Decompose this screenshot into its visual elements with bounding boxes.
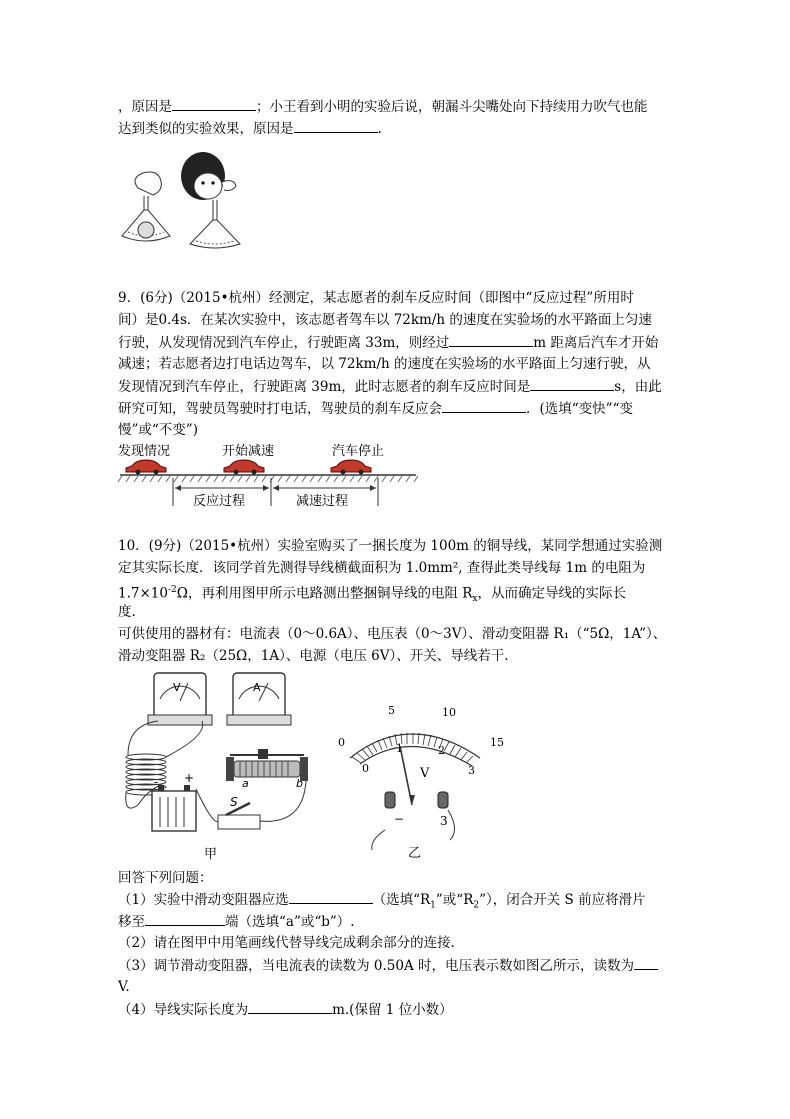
- q9-line-5: 发现情况到汽车停止，行驶距离 39m，此时志愿者的刹车反应时间是 s，由此: [118, 376, 662, 397]
- answer-blank[interactable]: [530, 376, 614, 391]
- q10-answer-1: （1）实验中滑动变阻器应选 （选填“$R_1$”或“$R_2$”），闭合开关 S 前应将滑片: [118, 889, 646, 916]
- answer-blank[interactable]: [248, 999, 332, 1014]
- answer-blank[interactable]: [449, 332, 533, 347]
- label-find: 发现情况: [118, 444, 171, 459]
- scale-outer-5: 5: [388, 704, 395, 717]
- q10-line-5: 可供使用的器材有：电流表（0～0.6A）、电压表（0～3V）、滑动变阻器 R₁（“5Ω，1A”）、: [118, 626, 667, 642]
- funnel-figure: [118, 148, 248, 253]
- dial-figure-yi: [330, 700, 504, 861]
- q8-line-1: ，原因是 ；小王看到小明的实验后说，朝漏斗尖嘴处向下持续用力吹气也能: [118, 96, 648, 117]
- q9-line-2: 间）是0.4s．在某次实验中，该志愿者驾车以 72km/h 的速度在实验场的水平路面上匀速: [118, 312, 652, 328]
- scale-inner-2: 2: [438, 744, 445, 757]
- q10-line-1: 10．(9分)（2015•杭州）实验室购买了一捆长度为 100m 的铜导线，某同学想通过实验测: [118, 538, 663, 554]
- scale-outer-10: 10: [442, 706, 456, 719]
- answer-blank[interactable]: [289, 889, 373, 904]
- q10-answer-2: （2）请在图甲中用笔画线代替导线完成剩余部分的连接.: [118, 935, 455, 951]
- q10-answer-3b: V.: [118, 979, 130, 995]
- ammeter-label: A: [253, 681, 261, 694]
- q9-line-4: 减速；若志愿者边打电话边驾车，以 72km/h 的速度在实验场的水平路面上匀速行驶，从: [118, 356, 651, 372]
- label-car-stop: 汽车停止: [332, 444, 385, 459]
- figure-label-yi: 乙: [408, 846, 422, 861]
- terminal-icon: [385, 792, 395, 808]
- answer-blank[interactable]: [294, 118, 378, 133]
- rheostat-b: b: [296, 777, 303, 790]
- rheostat-a: a: [242, 777, 249, 790]
- circuit-figure-jia: [118, 665, 318, 861]
- scale-inner-3: 3: [468, 764, 475, 777]
- label-reaction: 反应过程: [193, 494, 246, 509]
- scale-inner-0: 0: [362, 762, 369, 775]
- q10-line-3: $1.7\times 10^{-2}\Omega$，再利用图甲所示电路测出整捆铜导线的电阻 $R_x$，从而确定导线的实际长: [118, 585, 626, 605]
- figure-label-jia: 甲: [204, 847, 218, 862]
- q8-line-2: 达到类似的实验效果，原因是 .: [118, 118, 382, 139]
- scale-inner-1: 1: [396, 742, 403, 755]
- battery-plus: +: [184, 771, 195, 785]
- q10-line-2: 定其实际长度．该同学首先测得导线横截面积为 1.0mm², 查得此类导线每 1m 的电阻为: [118, 560, 646, 576]
- voltmeter-label: V: [173, 681, 181, 694]
- battery-minus: -: [154, 775, 159, 789]
- dial-unit: V: [420, 766, 430, 781]
- q10-answer-4: （4）导线实际长度为 m.(保留 1 位小数）: [118, 999, 453, 1020]
- q9-line-1: 9．(6分)（2015•杭州）经测定，某志愿者的刹车反应时间（即图中“反应过程”所用时: [118, 290, 634, 306]
- switch-label: S: [230, 795, 238, 809]
- label-start-brake: 开始减速: [222, 444, 275, 459]
- car-icon: [224, 460, 264, 475]
- q9-line-7: 慢”或“不变”): [118, 422, 198, 438]
- q10-line-4: 度.: [118, 604, 136, 620]
- q10-line-6: 滑动变阻器 R₂（25Ω，1A）、电源（电压 6V）、开关、导线若干.: [118, 648, 509, 664]
- terminal-3-label: 3: [440, 814, 448, 828]
- q9-line-3: 行驶，从发现情况到汽车停止，行驶距离 33m，则经过 m 距离后汽车才开始: [118, 332, 658, 353]
- terminal-icon: [438, 792, 448, 808]
- car-icon: [331, 460, 371, 475]
- answer-blank[interactable]: [172, 96, 256, 111]
- q9-line-6: 研究可知，驾驶员驾驶时打电话，驾驶员的刹车反应会 ．(选填“变快”“变: [118, 398, 633, 419]
- car-icon: [126, 460, 166, 475]
- q10-answer-1b: 移至 端（选填“a”或“b”）.: [118, 911, 355, 932]
- braking-figure: [118, 440, 418, 508]
- terminal-minus-label: −: [394, 812, 405, 826]
- scale-outer-0: 0: [338, 736, 345, 749]
- q10-answer-intro: 回答下列问题：: [118, 870, 213, 886]
- scale-outer-15: 15: [490, 736, 504, 749]
- label-deceleration: 减速过程: [296, 494, 349, 509]
- answer-blank[interactable]: [442, 398, 526, 413]
- q10-answer-3: （3）调节滑动变阻器，当电流表的读数为 0.50A 时，电压表示数如图乙所示，读数为: [118, 955, 658, 976]
- answer-blank[interactable]: [145, 911, 225, 926]
- answer-blank[interactable]: [634, 955, 658, 970]
